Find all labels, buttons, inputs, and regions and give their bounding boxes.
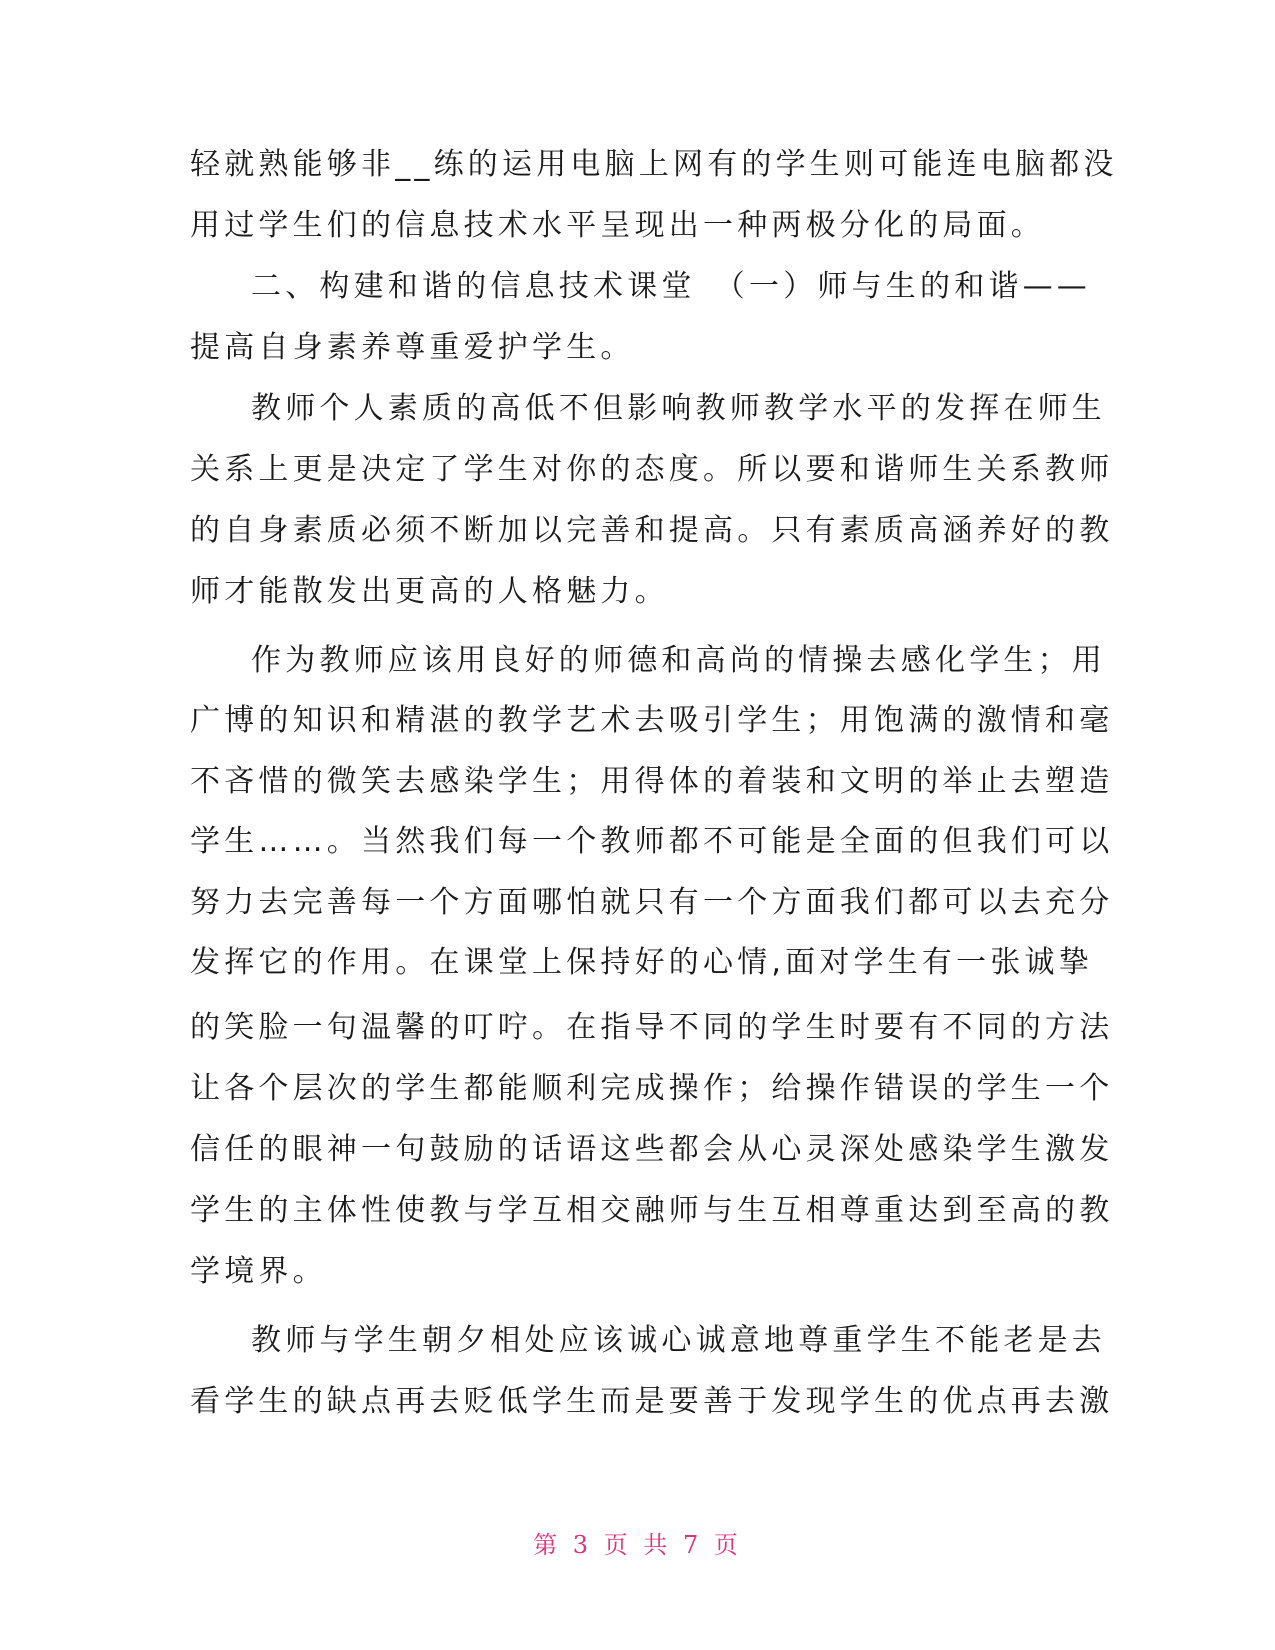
text-line: 用过学生们的信息技术水平呈现出一种两极分化的局面。: [190, 208, 1045, 243]
paragraph-start-line: 教师个人素质的高低不但影响教师教学水平的发挥在师生: [251, 391, 1106, 426]
paragraph-start-line: 教师与学生朝夕相处应该诚心诚意地尊重学生不能老是去: [251, 1323, 1106, 1358]
section-heading-line: 二、构建和谐的信息技术课堂 （一）师与生的和谐——: [251, 269, 1091, 304]
page-number-footer: 第 3 页 共 7 页: [533, 1531, 742, 1559]
text-line: 不吝惜的微笑去感染学生；用得体的着装和文明的举止去塑造: [190, 764, 1114, 799]
text-line: 关系上更是决定了学生对你的态度。所以要和谐师生关系教师: [190, 452, 1114, 487]
text-line: 发挥它的作用。在课堂上保持好的心情,面对学生有一张诚挚: [190, 945, 1093, 980]
text-line: 学境界。: [190, 1254, 327, 1289]
text-line: 信任的眼神一句鼓励的话语这些都会从心灵深处感染学生激发: [190, 1132, 1114, 1167]
text-line: 让各个层次的学生都能顺利完成操作；给操作错误的学生一个: [190, 1071, 1114, 1106]
text-line: 学生……。当然我们每一个教师都不可能是全面的但我们可以: [190, 824, 1114, 859]
text-line: 看学生的缺点再去贬低学生而是要善于发现学生的优点再去激: [190, 1384, 1114, 1419]
paragraph-start-line: 作为教师应该用良好的师德和高尚的情操去感化学生；用: [251, 643, 1106, 678]
text-line: 的自身素质必须不断加以完善和提高。只有素质高涵养好的教: [190, 513, 1114, 548]
text-line: 努力去完善每一个方面哪怕就只有一个方面我们都可以去充分: [190, 885, 1114, 920]
text-line: 学生的主体性使教与学互相交融师与生互相尊重达到至高的教: [190, 1193, 1114, 1228]
text-line: 广博的知识和精湛的教学艺术去吸引学生；用饱满的激情和毫: [190, 703, 1114, 738]
text-line: 轻就熟能够非__练的运用电脑上网有的学生则可能连电脑都没: [190, 147, 1118, 182]
section-heading-line: 提高自身素养尊重爱护学生。: [190, 330, 635, 365]
text-line: 的笑脸一句温馨的叮咛。在指导不同的学生时要有不同的方法: [190, 1010, 1114, 1045]
text-line: 师才能散发出更高的人格魅力。: [190, 574, 669, 609]
